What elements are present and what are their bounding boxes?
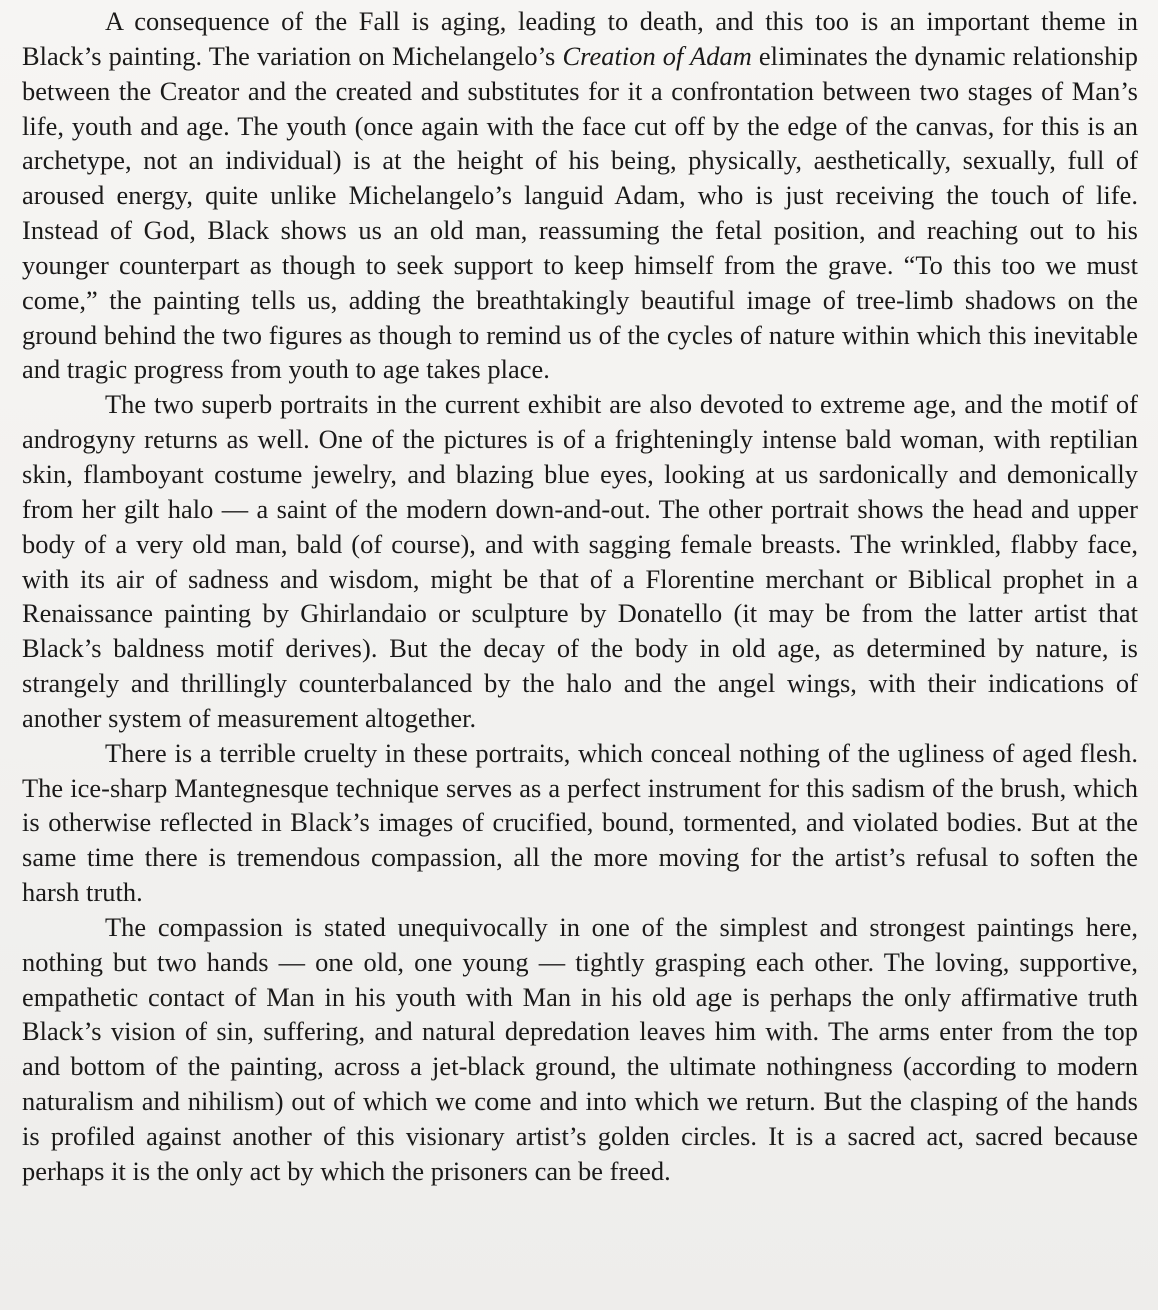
paragraph-aging <box>22 4 1138 387</box>
artwork-title-creation-of-adam: Creation of Adam <box>562 40 752 71</box>
paragraph-cruelty: There is a terrible cruelty in these portraits, which conceal nothing of the ugliness of aged flesh. The ice-sharp Mantegnesque technique serves as a perfect instrument for this sadism of the brush, which is otherwise reflected in Black’s images of crucified, bound, tormented, and violated bodies. But at the same time there is tremendous compassion, all the more moving for the artist’s refusal to soften the harsh truth. <box>22 737 1138 908</box>
paragraph-portraits: The two superb portraits in the current exhibit are also devoted to extreme age, and the motif of androgyny returns as well. One of the pictures is of a frighteningly intense bald woman, with reptilian skin, flamboyant costume jewelry, and blazing blue eyes, looking at us sardonically and demonically from her gilt halo — a saint of the modern down-and-out. The other portrait shows the head and upper body of a very old man, bald (of course), and with sagging female breasts. The wrinkled, flabby face, with its air of sadness and wisdom, might be that of a Florentine merchant or Biblical prophet in a Renaissance painting by Ghirlandaio or sculpture by Donatello (it may be from the latter artist that Black’s baldness motif derives). But the decay of the body in old age, as determined by nature, is strangely and thrillingly counterbalanced by the halo and the angel wings, with their indications of another system of measurement altogether. <box>22 389 1138 733</box>
article-body <box>22 4 1138 1189</box>
paragraph-compassion: The compassion is stated unequivocally in one of the simplest and strongest paintings here, nothing but two hands — one old, one young — tightly grasping each other. The loving, supportive, empathetic contact of Man in his youth with Man in his old age is perhaps the only affirmative truth Black’s vision of sin, suffering, and natural depredation leaves him with. The arms enter from the top and bottom of the painting, across a jet-black ground, the ultimate nothingness (according to modern naturalism and nihilism) out of which we come and into which we return. But the clasping of the hands is profiled against another of this visionary artist’s golden circles. It is a sacred act, sacred because perhaps it is the only act by which the prisoners can be freed. <box>22 911 1138 1186</box>
paragraph-aging-text-before: A consequence of the Fall is aging, leading to death, and this too is an important theme in Black’s painting. The variation on Michelangelo’s <box>22 6 1138 71</box>
paragraph-aging-text-after: eliminates the dynamic relationship between the Creator and the created and substitutes for it a confrontation between two stages of Man’s life, youth and age. The youth (once again with the face cut off by the edge of the canvas, for this is an archetype, not an individual) is at the height of his being, physically, aesthetically, sexually, full of aroused energy, quite unlike Michelangelo’s languid Adam, who is just receiving the touch of life. Instead of God, Black shows us an old man, reassuming the fetal position, and reaching out to his younger counterpart as though to seek support to keep himself from the grave. “To this too we must come,” the painting tells us, adding the breathtakingly beautiful image of tree-limb shadows on the ground behind the two figures as though to remind us of the cycles of nature within which this inevitable and tragic progress from youth to age takes place. <box>22 40 1138 385</box>
